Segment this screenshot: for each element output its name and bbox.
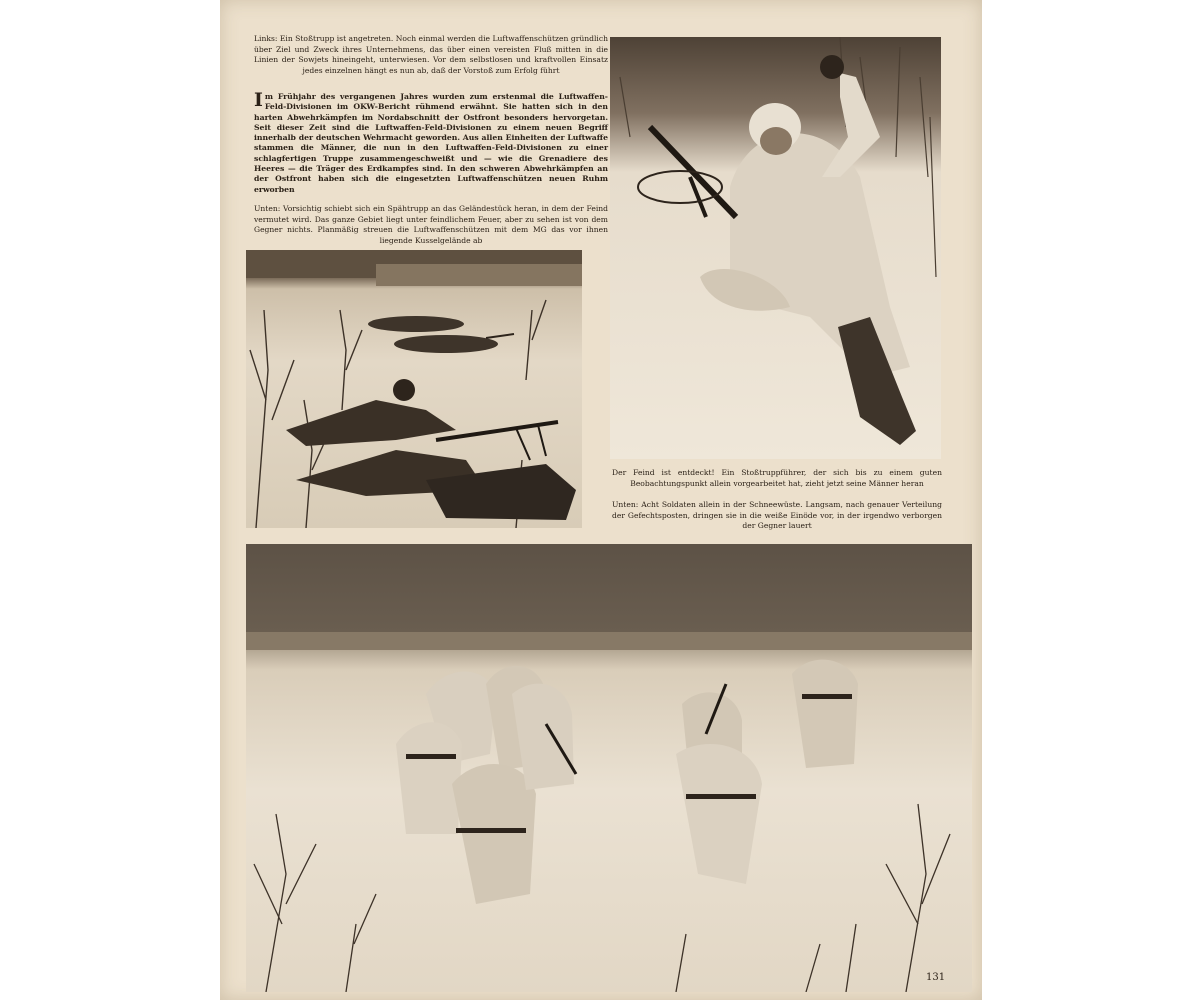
caption-eight-soldiers: Unten: Acht Soldaten allein in der Schneewüste. Langsam, nach genauer Verteilung der Gefechtsposten, dringen sie in die weiße Einöde vor, in der irgendwo verborgen der Gegner lauert xyxy=(612,500,942,531)
page-number: 131 xyxy=(926,972,946,983)
lead-dropcap: I xyxy=(254,89,263,111)
lead-text: m Frühjahr des vergangenen Jahres wurden zum erstenmal die Luftwaffen-Feld-Divisionen im OKW-Bericht rühmend erwähnt. Sie hatten sich in den harten Abwehrkämpfen im Nordabschnitt der Ostfront besonders hervorgetan. Seit dieser Zeit sind die Luftwaffen-Feld-Divisionen zu einem neuen Begriff innerhalb der deutschen Wehrmacht geworden. Aus allen Einheiten der Luftwaffe stammen die Männer, die nun in den Luftwaffen-Feld-Divisionen zu einer schlagfertigen Truppe zusammengeschweißt und — wie die Grenadiere des Heeres — die Träger des Erdkampfes sind. In den schweren Abwehrkämpfen an der Ostfront haben sich die eingesetzten Luftwaffenschützen neuen Ruhm erworben xyxy=(254,92,608,194)
lead-paragraph xyxy=(254,89,608,195)
caption-squad-leader: Der Feind ist entdeckt! Ein Stoßtruppführer, der sich bis zu einem guten Beobachtungspunkt allein vorgearbeitet hat, zieht jetzt seine Männer heran xyxy=(612,468,942,488)
photo-squad-leader xyxy=(610,37,941,459)
magazine-page xyxy=(220,0,982,1000)
photo-machine-gun-patrol xyxy=(246,250,582,528)
photo-soldiers-advancing xyxy=(246,544,972,992)
caption-top-left: Links: Ein Stoßtrupp ist angetreten. Noch einmal werden die Luftwaffenschützen gründlich über Ziel und Zweck ihres Unternehmens, das über einen vereisten Fluß mitten in die Linien der Sowjets hineingeht, unterwiesen. Vor dem selbstlosen und kraftvollen Einsatz jedes einzelnen hängt es nun ab, daß der Vorstoß zum Erfolg führt xyxy=(254,34,608,75)
caption-patrol: Unten: Vorsichtig schiebt sich ein Spähtrupp an das Geländestück heran, in dem der Feind vermutet wird. Das ganze Gebiet liegt unter feindlichem Feuer, aber zu sehen ist von dem Gegner nichts. Planmäßig streuen die Luftwaffenschützen mit dem MG das vor ihnen liegende Kusselgelände ab xyxy=(254,204,608,245)
